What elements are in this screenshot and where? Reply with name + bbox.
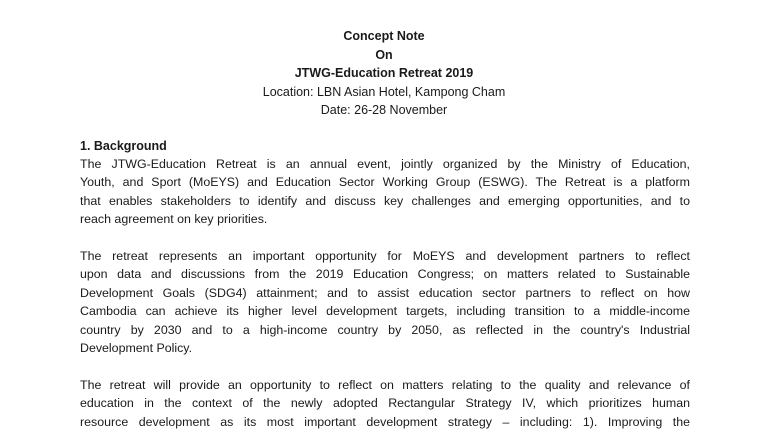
document-title-on: On [375,47,393,62]
section-heading-background: 1. Background [80,139,167,153]
paragraph-line: upon data and discussions from the 2019 Education Congress; on matters related to Sustainable [80,267,690,282]
document-title: Concept Note [343,29,425,43]
event-name: JTWG-Education Retreat 2019 [294,66,474,80]
event-date: Date: 26-28 November [320,103,448,117]
paragraph-line: resource development as its most important development strategy – including: 1). Improving the [80,414,690,429]
paragraph-line: reach agreement on key priorities. [80,212,268,227]
paragraph-line: education in the context of the newly adopted Rectangular Strategy IV, which prioritizes human [80,396,690,411]
paragraph-line: Development Goals (SDG4) attainment; and to assist education sector partners to reflect on how [80,285,690,300]
paragraph-line: The JTWG-Education Retreat is an annual event, jointly organized by the Ministry of Education, [80,157,690,171]
paragraph-3 [80,376,690,431]
paragraph-line: The retreat will provide an opportunity to reflect on matters relating to the quality and relevance of [80,378,690,392]
paragraph-line: country by 2030 and to a high-income country by 2050, as reflected in the country's Industrial [80,322,690,337]
document-header [0,27,768,120]
paragraph-2 [80,247,690,357]
paragraph-line: The retreat represents an important opportunity for MoEYS and development partners to reflect [80,249,690,263]
paragraph-line: Youth, and Sport (MoEYS) and Education Sector Working Group (ESWG). The Retreat is a platform [80,175,690,190]
paragraph-line: Cambodia can achieve its higher level development targets, including transition to a middle-income [80,304,690,319]
paragraph-line: Development Policy. [80,341,193,356]
paragraph-1 [80,155,690,229]
paragraph-line: that enables stakeholders to identify and discuss key challenges and emerging opportunities, and to [80,193,690,208]
event-location: Location: LBN Asian Hotel, Kampong Cham [262,84,506,99]
